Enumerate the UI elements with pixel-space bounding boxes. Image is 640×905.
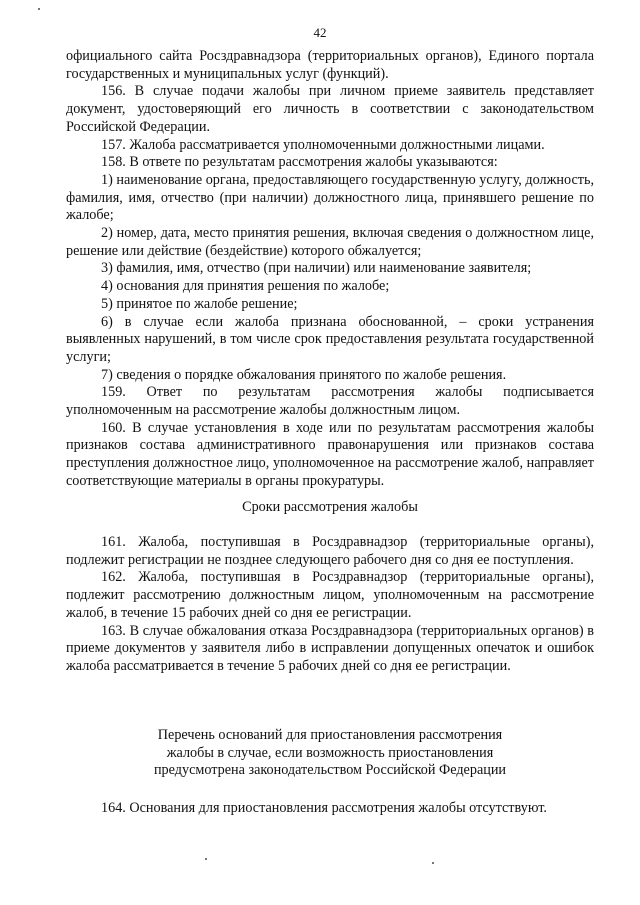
paragraph: 7) сведения о порядке обжалования принятого по жалобе решения. — [101, 366, 507, 383]
paragraph: 161. Жалоба, поступившая в Росздравнадзор (территориальные органы), подлежит регистрации не позднее следующего рабочего дня со дня ее поступления. — [66, 534, 594, 568]
paragraph: 164. Основания для приостановления рассмотрения жалобы отсутствуют. — [101, 800, 547, 816]
paragraph: 162. Жалоба, поступившая в Росздравнадзор (территориальные органы), подлежит рассмотрению должностным лицом, уполномоченным на рассмотрение жалоб, в течение 15 рабочих дней со дня ее регистрации. — [66, 569, 594, 621]
paragraph: 159. Ответ по результатам рассмотрения жалобы подписывается уполномоченным на рассмотрение жалобы должностным лицом. — [66, 384, 594, 419]
heading-line: Перечень оснований для приостановления рассмотрения — [157, 727, 503, 743]
scan-speck — [38, 8, 40, 10]
section-terms — [66, 534, 594, 676]
paragraph: 160. В случае установления в ходе или по результатам рассмотрения жалобы признаков состава административного правонарушения или признаков состава преступления должностное лицо, уполномоченное на рассмотрение жалоб, направляет соответствующие материалы в органы прокуратуры. — [66, 419, 594, 489]
paragraph: официального сайта Росздравнадзора (территориальных органов), Единого портала государственных и муниципальных услуг (функций). — [66, 48, 594, 82]
paragraph: 163. В случае обжалования отказа Росздравнадзора (территориальных органов) в приеме документов у заявителя либо в исправлении допущенных опечаток и ошибок жалоба рассматривается в течение 5 рабочих дней со дня ее регистрации. — [66, 622, 594, 674]
paragraph: 6) в случае если жалоба признана обоснованной, – сроки устранения выявленных нарушений, в том числе срок предоставления результата государственной услуги; — [66, 313, 594, 365]
paragraph: 157. Жалоба рассматривается уполномоченными должностными лицами. — [101, 136, 545, 153]
section-complaint-procedure — [66, 48, 594, 491]
heading-line: жалобы в случае, если возможность приостановления — [166, 744, 494, 761]
heading-text: Сроки рассмотрения жалобы — [242, 499, 418, 515]
paragraph: 5) принятое по жалобе решение; — [101, 295, 298, 312]
paragraph: 1) наименование органа, предоставляющего государственную услугу, должность, фамилия, имя, отчество (при наличии) должностного лица, принявшего решение по жалобе; — [66, 171, 594, 224]
paragraph: 156. В случае подачи жалобы при личном приеме заявитель представляет документ, удостоверяющий его личность в соответствии с законодательством Российской Федерации. — [66, 83, 594, 135]
section-heading-terms — [66, 499, 594, 517]
heading-line: предусмотрена законодательством Российской Федерации — [153, 762, 507, 779]
section-suspension — [66, 800, 594, 818]
paragraph: 3) фамилия, имя, отчество (при наличии) или наименование заявителя; — [101, 260, 532, 277]
paragraph: 4) основания для принятия решения по жалобе; — [101, 278, 390, 295]
page-number: 42 — [313, 25, 327, 40]
section-heading-suspension — [66, 727, 594, 780]
scan-speck — [432, 862, 434, 864]
paragraph: 158. В ответе по результатам рассмотрения жалобы указываются: — [101, 154, 498, 171]
scan-speck — [205, 858, 207, 860]
paragraph: 2) номер, дата, место принятия решения, включая сведения о должностном лице, решение или действие (бездействие) которого обжалуется; — [66, 225, 594, 259]
